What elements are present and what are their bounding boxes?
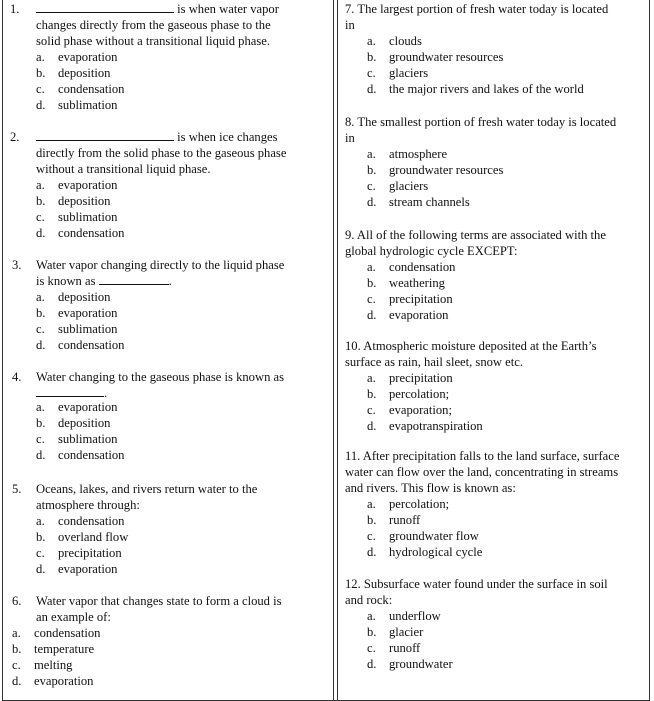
question-stem-line: Water vapor changing directly to the liquid phase xyxy=(36,258,285,272)
question-number: 6. xyxy=(12,594,22,608)
question-number: 2. xyxy=(10,130,20,144)
question-stem-line: without a transitional liquid phase. xyxy=(36,162,211,176)
option-a: a. percolation; xyxy=(367,497,450,511)
option-c: c. glaciers xyxy=(367,179,429,193)
option-c: c. glaciers xyxy=(367,66,429,80)
option-c: c. groundwater flow xyxy=(367,529,479,543)
option-b: b. runoff xyxy=(367,513,421,527)
question-stem-line: directly from the solid phase to the gaseous phase xyxy=(36,146,287,160)
question-stem-line: and rivers. This flow is known as: xyxy=(345,481,516,495)
question-stem-line: an example of: xyxy=(36,610,111,624)
option-b: b. temperature xyxy=(12,642,95,656)
question-stem-line: changes directly from the gaseous phase to the xyxy=(36,18,271,32)
question-stem-line: and rock: xyxy=(345,593,393,607)
option-b: b. deposition xyxy=(36,66,111,80)
option-a: a. evaporation xyxy=(36,50,118,64)
answer-blank xyxy=(99,273,169,285)
question-stem-line: water can flow over the land, concentrating in streams xyxy=(345,465,619,479)
question-stem-line: is when ice changes xyxy=(36,129,278,145)
column-divider-right xyxy=(337,0,338,700)
option-c: c. evaporation; xyxy=(367,403,452,417)
option-d: d. groundwater xyxy=(367,657,453,671)
column-divider-left xyxy=(333,0,334,700)
option-d: d. evapotranspiration xyxy=(367,419,483,433)
question-stem-line: Water changing to the gaseous phase is known as xyxy=(36,370,285,384)
question-stem-line: surface as rain, hail sleet, snow etc. xyxy=(345,355,523,369)
option-c: c. melting xyxy=(12,658,73,672)
option-a: a. condensation xyxy=(367,260,456,274)
option-c: c. runoff xyxy=(367,641,421,655)
question-stem-line: solid phase without a transitional liquid phase. xyxy=(36,34,270,48)
option-d: d. evaporation xyxy=(12,674,94,688)
option-d: d. evaporation xyxy=(36,562,118,576)
question-stem-line: in xyxy=(345,131,355,145)
option-b: b. deposition xyxy=(36,194,111,208)
option-b: b. groundwater resources xyxy=(367,50,504,64)
option-c: c. sublimation xyxy=(36,432,118,446)
option-a: a. evaporation xyxy=(36,178,118,192)
option-d: d. condensation xyxy=(36,338,125,352)
option-c: c. precipitation xyxy=(36,546,122,560)
question-stem-line: 9. All of the following terms are associated with the xyxy=(345,228,606,242)
question-stem-line: atmosphere through: xyxy=(36,498,140,512)
question-stem-line: Water vapor that changes state to form a cloud is xyxy=(36,594,282,608)
option-d: d. condensation xyxy=(36,226,125,240)
option-b: b. evaporation xyxy=(36,306,118,320)
option-c: c. precipitation xyxy=(367,292,453,306)
question-stem-line: is known as . xyxy=(36,274,172,288)
option-b: b. overland flow xyxy=(36,530,129,544)
option-a: a. precipitation xyxy=(367,371,453,385)
option-c: c. sublimation xyxy=(36,210,118,224)
option-a: a. evaporation xyxy=(36,400,118,414)
option-b: b. groundwater resources xyxy=(367,163,504,177)
option-b: b. weathering xyxy=(367,276,445,290)
question-stem-line: 12. Subsurface water found under the surface in soil xyxy=(345,577,608,591)
question-number: 4. xyxy=(12,370,22,384)
option-b: b. deposition xyxy=(36,416,111,430)
option-d: d. hydrological cycle xyxy=(367,545,483,559)
option-d: d. the major rivers and lakes of the world xyxy=(367,82,584,96)
question-stem-line: is when water vapor xyxy=(36,1,279,17)
option-a: a. atmosphere xyxy=(367,147,448,161)
answer-blank xyxy=(36,1,174,13)
question-stem-line: global hydrologic cycle EXCEPT: xyxy=(345,244,518,258)
question-number: 3. xyxy=(12,258,22,272)
option-c: c. sublimation xyxy=(36,322,118,336)
option-d: d. condensation xyxy=(36,448,125,462)
option-d: d. evaporation xyxy=(367,308,449,322)
option-c: c. condensation xyxy=(36,82,125,96)
question-stem-line: Oceans, lakes, and rivers return water to the xyxy=(36,482,258,496)
option-a: a. underflow xyxy=(367,609,441,623)
answer-blank xyxy=(36,385,104,397)
answer-blank xyxy=(36,129,174,141)
question-stem-line: 7. The largest portion of fresh water today is located xyxy=(345,2,609,16)
question-stem-line: in xyxy=(345,18,355,32)
option-a: a. condensation xyxy=(36,514,125,528)
question-stem-line: 8. The smallest portion of fresh water today is located xyxy=(345,115,617,129)
option-b: b. glacier xyxy=(367,625,424,639)
option-b: b. percolation; xyxy=(367,387,450,401)
option-a: a. clouds xyxy=(367,34,422,48)
question-stem-line: . xyxy=(36,385,107,401)
option-d: d. sublimation xyxy=(36,98,118,112)
option-a: a. condensation xyxy=(12,626,101,640)
option-d: d. stream channels xyxy=(367,195,470,209)
option-a: a. deposition xyxy=(36,290,111,304)
question-stem-line: 10. Atmospheric moisture deposited at the Earth’s xyxy=(345,339,597,353)
question-number: 5. xyxy=(12,482,22,496)
question-number: 1. xyxy=(10,2,20,16)
question-stem-line: 11. After precipitation falls to the land surface, surface xyxy=(345,449,620,463)
